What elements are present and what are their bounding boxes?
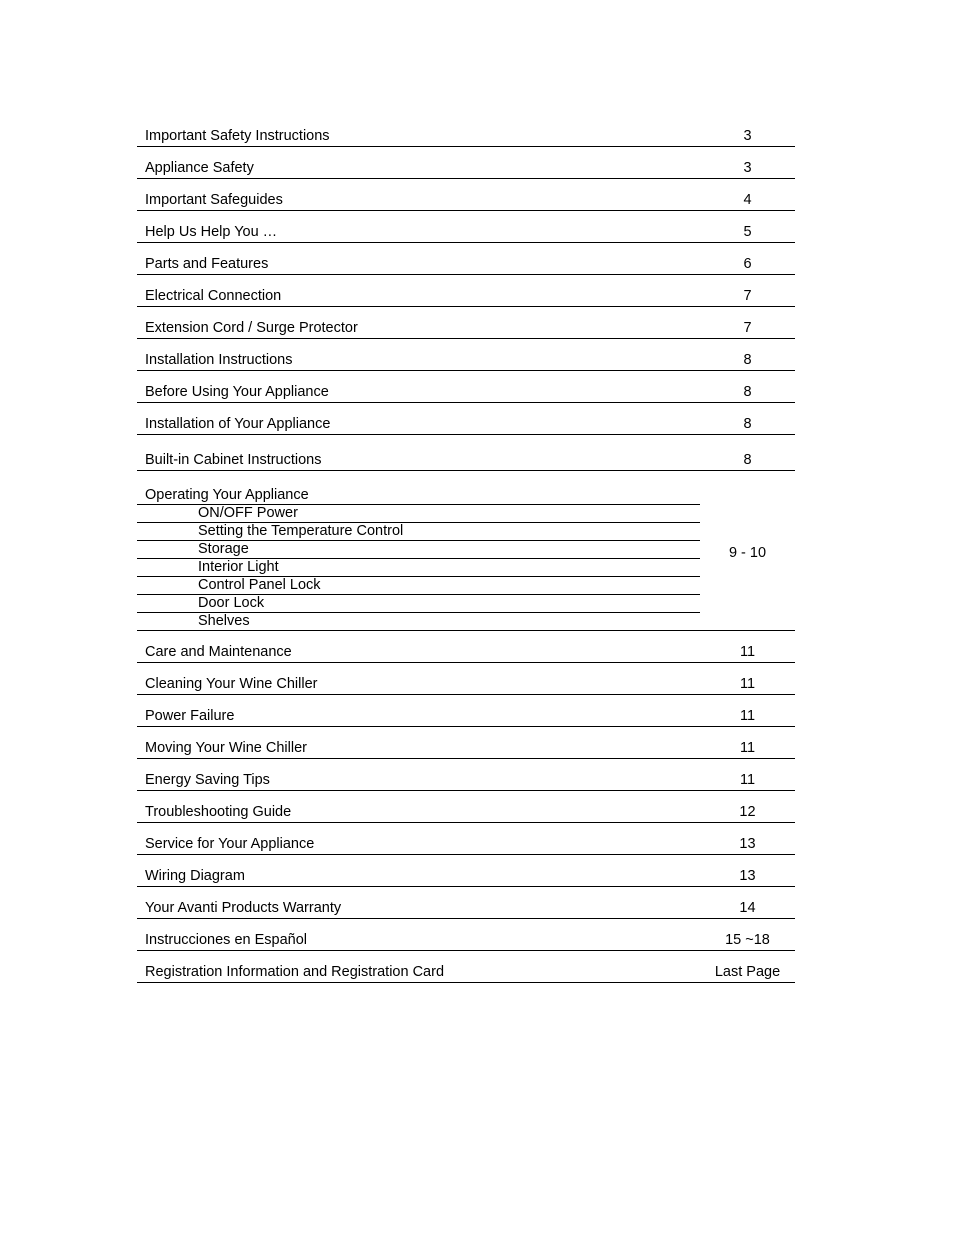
toc-entry-title: Electrical Connection <box>137 275 700 307</box>
toc-entry-title: Cleaning Your Wine Chiller <box>137 663 700 695</box>
toc-entry <box>137 727 795 759</box>
toc-entry-page: Last Page <box>700 951 795 983</box>
toc-entry-page: 7 <box>700 275 795 307</box>
toc-entry <box>137 823 795 855</box>
toc-entry-page: 3 <box>700 115 795 147</box>
toc-entry <box>137 147 795 179</box>
toc-entry-title: Instrucciones en Español <box>137 919 700 951</box>
toc-entry-page: 8 <box>700 403 795 435</box>
toc-entry-title: Service for Your Appliance <box>137 823 700 855</box>
toc-entry-page: 3 <box>700 147 795 179</box>
toc-entry <box>137 435 795 471</box>
toc-entry-page: 4 <box>700 179 795 211</box>
toc-entry <box>137 275 795 307</box>
toc-entry-page: 8 <box>700 371 795 403</box>
toc-entry <box>137 179 795 211</box>
toc-entry-page: 13 <box>700 823 795 855</box>
toc-entry-title: Your Avanti Products Warranty <box>137 887 700 919</box>
toc-subitem-title: Storage <box>137 541 700 559</box>
toc-group <box>137 471 795 505</box>
toc-entry-page: 8 <box>700 435 795 471</box>
toc-entry-title: Built-in Cabinet Instructions <box>137 435 700 471</box>
toc-subitem <box>137 595 795 613</box>
toc-group-page: 9 - 10 <box>700 471 795 631</box>
toc-entry-page: 8 <box>700 339 795 371</box>
toc-entry <box>137 211 795 243</box>
toc-entry <box>137 919 795 951</box>
toc-entry-page: 5 <box>700 211 795 243</box>
toc-subitem-title: Shelves <box>137 613 700 631</box>
toc-entry-title: Moving Your Wine Chiller <box>137 727 700 759</box>
toc-entry-title: Power Failure <box>137 695 700 727</box>
toc-entry <box>137 951 795 983</box>
toc-subitem <box>137 505 795 523</box>
toc-entry <box>137 115 795 147</box>
toc-entry-page: 6 <box>700 243 795 275</box>
toc-entry-title: Parts and Features <box>137 243 700 275</box>
toc-subitem-title: Door Lock <box>137 595 700 613</box>
toc-entry-page: 15 ~18 <box>700 919 795 951</box>
toc-entry-title: Extension Cord / Surge Protector <box>137 307 700 339</box>
toc-subitem-title: Setting the Temperature Control <box>137 523 700 541</box>
toc-entry-page: 11 <box>700 727 795 759</box>
toc-entry <box>137 403 795 435</box>
toc-entry <box>137 663 795 695</box>
toc-entry-title: Before Using Your Appliance <box>137 371 700 403</box>
toc-entry-title: Wiring Diagram <box>137 855 700 887</box>
toc-entry-title: Appliance Safety <box>137 147 700 179</box>
toc-subitem <box>137 541 795 559</box>
toc-entry-page: 11 <box>700 695 795 727</box>
toc-entry-page: 12 <box>700 791 795 823</box>
toc-entry <box>137 307 795 339</box>
toc-entry-title: Important Safeguides <box>137 179 700 211</box>
toc-subitem <box>137 559 795 577</box>
toc-entry <box>137 631 795 663</box>
toc-entry <box>137 887 795 919</box>
toc-group-title: Operating Your Appliance <box>137 471 700 505</box>
toc-subitem-title: Control Panel Lock <box>137 577 700 595</box>
toc-entry-title: Energy Saving Tips <box>137 759 700 791</box>
toc-entry-title: Installation Instructions <box>137 339 700 371</box>
toc-entry-page: 13 <box>700 855 795 887</box>
toc-entry-title: Help Us Help You … <box>137 211 700 243</box>
toc-entry-title: Care and Maintenance <box>137 631 700 663</box>
toc-entry-title: Important Safety Instructions <box>137 115 700 147</box>
toc-entry <box>137 339 795 371</box>
toc-entry <box>137 243 795 275</box>
toc-entry <box>137 695 795 727</box>
toc-entry-title: Registration Information and Registration Card <box>137 951 700 983</box>
toc-entry-page: 11 <box>700 663 795 695</box>
toc-entry-page: 11 <box>700 759 795 791</box>
toc-entry <box>137 855 795 887</box>
toc-subitem-title: ON/OFF Power <box>137 505 700 523</box>
toc-entry-page: 7 <box>700 307 795 339</box>
table-of-contents <box>137 115 795 983</box>
toc-entry-title: Troubleshooting Guide <box>137 791 700 823</box>
toc-subitem <box>137 577 795 595</box>
toc-entry-page: 11 <box>700 631 795 663</box>
toc-entry <box>137 759 795 791</box>
toc-entry-title: Installation of Your Appliance <box>137 403 700 435</box>
toc-entry-page: 14 <box>700 887 795 919</box>
toc-subitem-title: Interior Light <box>137 559 700 577</box>
toc-subitem <box>137 523 795 541</box>
toc-entry <box>137 791 795 823</box>
toc-entry <box>137 371 795 403</box>
toc-subitem <box>137 613 795 631</box>
